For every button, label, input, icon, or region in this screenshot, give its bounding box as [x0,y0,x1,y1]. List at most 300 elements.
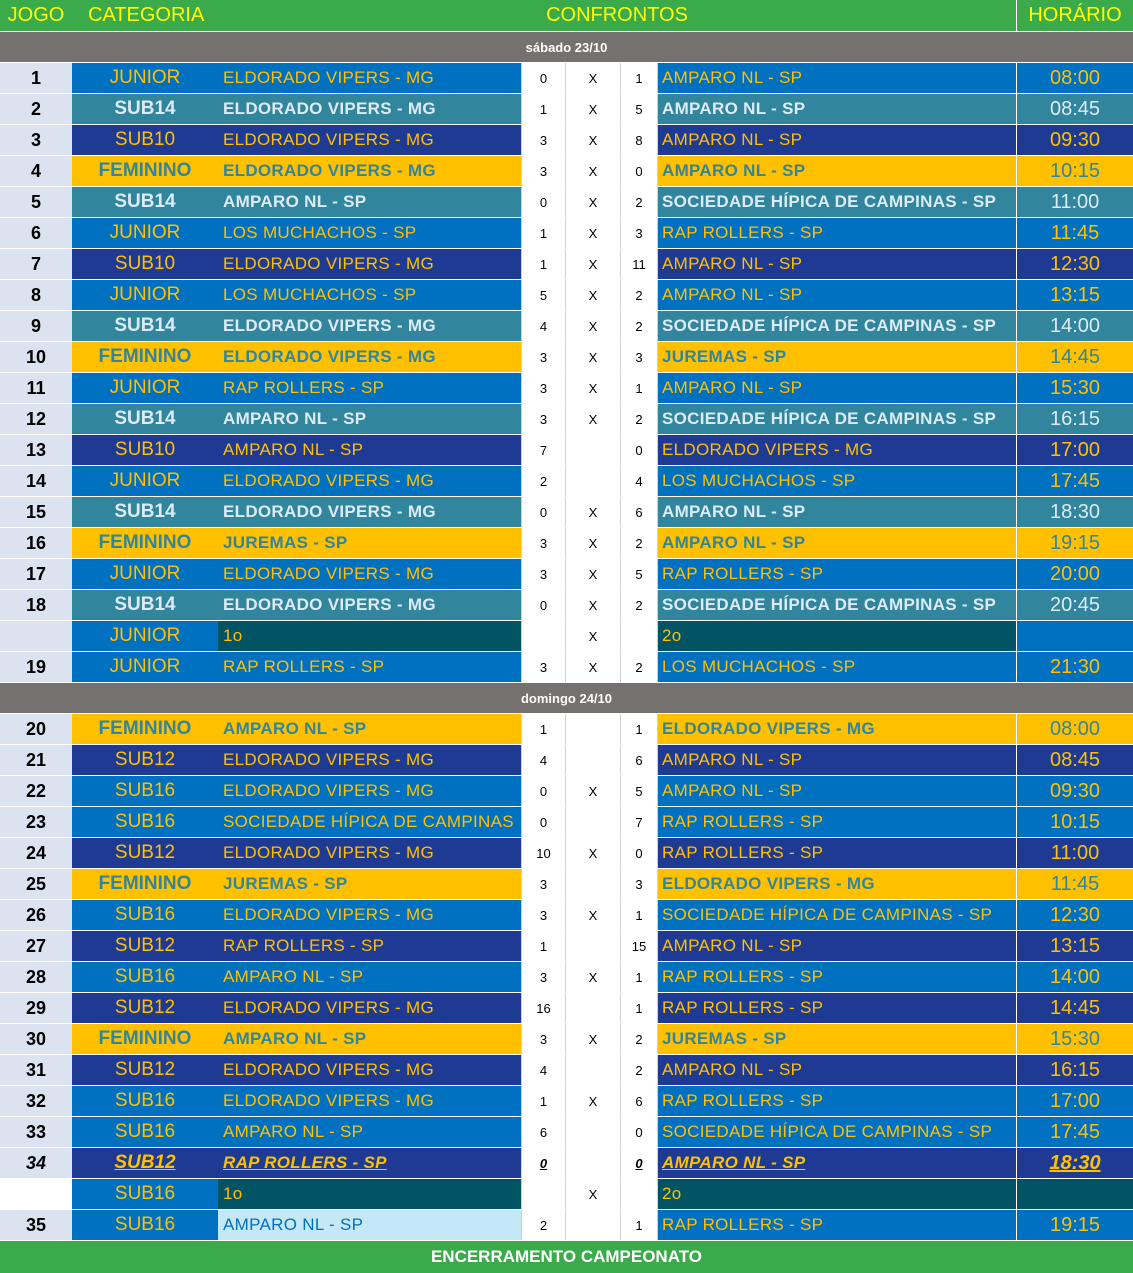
home-score: 3 [521,528,565,558]
home-score: 3 [521,1024,565,1054]
home-team: 1o [218,621,521,651]
home-team: JUREMAS - SP [218,528,521,558]
home-score: 5 [521,280,565,310]
away-score [620,1179,658,1209]
home-score: 1 [521,218,565,248]
game-category: SUB14 [72,497,218,527]
versus-mark [565,993,620,1023]
home-score: 1 [521,249,565,279]
versus-mark: X [565,280,620,310]
game-category: JUNIOR [72,63,218,93]
game-row [0,1117,1133,1148]
game-row [0,1179,1133,1210]
game-row [0,1086,1133,1117]
versus-mark: X [565,776,620,806]
game-category: JUNIOR [72,218,218,248]
away-team: AMPARO NL - SP [658,63,1016,93]
game-time: 17:45 [1016,466,1133,496]
away-score: 0 [620,156,658,186]
game-time: 17:00 [1016,435,1133,465]
home-team: ELDORADO VIPERS - MG [218,342,521,372]
game-row [0,249,1133,280]
home-team: AMPARO NL - SP [218,1210,521,1240]
home-team: ELDORADO VIPERS - MG [218,776,521,806]
game-number: 28 [0,962,72,992]
away-team: ELDORADO VIPERS - MG [658,435,1016,465]
versus-mark: X [565,187,620,217]
game-time: 08:45 [1016,94,1133,124]
game-category: SUB16 [72,776,218,806]
game-category: SUB14 [72,590,218,620]
game-number: 5 [0,187,72,217]
versus-mark [565,1055,620,1085]
home-team: ELDORADO VIPERS - MG [218,63,521,93]
game-row [0,993,1133,1024]
home-score: 4 [521,745,565,775]
versus-mark: X [565,125,620,155]
away-team: RAP ROLLERS - SP [658,1210,1016,1240]
versus-mark [565,466,620,496]
game-row [0,125,1133,156]
away-team: RAP ROLLERS - SP [658,838,1016,868]
away-team: AMPARO NL - SP [658,776,1016,806]
game-row [0,1055,1133,1086]
game-time: 11:00 [1016,187,1133,217]
game-number: 8 [0,280,72,310]
game-row [0,931,1133,962]
game-time: 10:15 [1016,156,1133,186]
game-number: 11 [0,373,72,403]
game-number: 33 [0,1117,72,1147]
away-score: 5 [620,559,658,589]
versus-mark: X [565,404,620,434]
away-team: JUREMAS - SP [658,1024,1016,1054]
game-time: 12:30 [1016,249,1133,279]
home-score: 1 [521,714,565,744]
away-score: 1 [620,63,658,93]
game-number: 7 [0,249,72,279]
home-score: 1 [521,1086,565,1116]
away-team: JUREMAS - SP [658,342,1016,372]
game-number: 22 [0,776,72,806]
game-number: 21 [0,745,72,775]
home-team: ELDORADO VIPERS - MG [218,590,521,620]
game-row [0,776,1133,807]
game-time [1016,621,1133,651]
versus-mark [565,1148,620,1178]
game-row [0,311,1133,342]
home-team: AMPARO NL - SP [218,1024,521,1054]
game-time: 16:15 [1016,1055,1133,1085]
away-score: 5 [620,94,658,124]
away-team: AMPARO NL - SP [658,1148,1016,1178]
game-number: 10 [0,342,72,372]
away-team: RAP ROLLERS - SP [658,559,1016,589]
home-team: AMPARO NL - SP [218,404,521,434]
home-team: AMPARO NL - SP [218,435,521,465]
game-category: SUB10 [72,125,218,155]
versus-mark [565,435,620,465]
versus-mark [565,745,620,775]
game-category: FEMININO [72,714,218,744]
game-time: 20:45 [1016,590,1133,620]
game-category: SUB12 [72,993,218,1023]
game-number: 3 [0,125,72,155]
game-category: JUNIOR [72,280,218,310]
day-header: sábado 23/10 [0,32,1133,63]
game-time: 17:00 [1016,1086,1133,1116]
versus-mark [565,714,620,744]
game-number [0,1179,72,1209]
away-team: ELDORADO VIPERS - MG [658,869,1016,899]
home-score: 1 [521,931,565,961]
game-number: 19 [0,652,72,682]
game-time: 09:30 [1016,776,1133,806]
away-score: 6 [620,497,658,527]
game-row [0,652,1133,683]
home-team: ELDORADO VIPERS - MG [218,125,521,155]
game-time: 08:00 [1016,63,1133,93]
away-team: LOS MUCHACHOS - SP [658,652,1016,682]
game-row [0,1148,1133,1179]
home-score: 3 [521,125,565,155]
header-jogo: JOGO [7,4,65,26]
game-row [0,497,1133,528]
away-team: RAP ROLLERS - SP [658,807,1016,837]
game-row [0,218,1133,249]
game-row [0,63,1133,94]
game-row [0,280,1133,311]
game-time: 11:45 [1016,218,1133,248]
away-score: 2 [620,1024,658,1054]
versus-mark [565,1210,620,1240]
versus-mark: X [565,559,620,589]
game-category: SUB16 [72,1086,218,1116]
game-number: 2 [0,94,72,124]
header-confrontos: CONFRONTOS [546,4,688,26]
game-number: 35 [0,1210,72,1240]
game-time: 14:00 [1016,962,1133,992]
home-score: 10 [521,838,565,868]
away-team: 2o [658,621,1016,651]
home-score: 3 [521,404,565,434]
versus-mark: X [565,962,620,992]
game-row [0,745,1133,776]
home-team: RAP ROLLERS - SP [218,373,521,403]
home-score: 7 [521,435,565,465]
game-category: SUB16 [72,1117,218,1147]
versus-mark: X [565,94,620,124]
game-time [1016,1179,1133,1209]
away-team: RAP ROLLERS - SP [658,1086,1016,1116]
game-time: 10:15 [1016,807,1133,837]
home-score: 0 [521,497,565,527]
home-score: 2 [521,1210,565,1240]
home-score: 2 [521,466,565,496]
away-score [620,621,658,651]
home-score [521,1179,565,1209]
away-team: AMPARO NL - SP [658,1055,1016,1085]
game-row [0,187,1133,218]
away-score: 11 [620,249,658,279]
versus-mark: X [565,497,620,527]
game-category: FEMININO [72,869,218,899]
game-time: 14:45 [1016,993,1133,1023]
game-category: JUNIOR [72,559,218,589]
home-team: ELDORADO VIPERS - MG [218,497,521,527]
home-score: 0 [521,807,565,837]
away-score: 2 [620,590,658,620]
away-score: 2 [620,528,658,558]
game-number: 30 [0,1024,72,1054]
versus-mark: X [565,156,620,186]
home-team: AMPARO NL - SP [218,1117,521,1147]
game-row [0,1024,1133,1055]
game-row [0,1210,1133,1241]
away-score: 4 [620,466,658,496]
game-category: SUB16 [72,807,218,837]
header-categoria: CATEGORIA [88,4,205,26]
home-team: JUREMAS - SP [218,869,521,899]
away-team: RAP ROLLERS - SP [658,993,1016,1023]
home-team: RAP ROLLERS - SP [218,652,521,682]
versus-mark: X [565,838,620,868]
home-score: 6 [521,1117,565,1147]
game-row [0,404,1133,435]
home-score: 4 [521,1055,565,1085]
game-row [0,435,1133,466]
away-score: 2 [620,1055,658,1085]
away-score: 1 [620,900,658,930]
home-team: ELDORADO VIPERS - MG [218,466,521,496]
game-number: 1 [0,63,72,93]
game-time: 13:15 [1016,280,1133,310]
away-score: 6 [620,745,658,775]
away-score: 2 [620,404,658,434]
away-team: SOCIEDADE HÍPICA DE CAMPINAS - SP [658,187,1016,217]
home-team: ELDORADO VIPERS - MG [218,745,521,775]
versus-mark: X [565,342,620,372]
away-team: LOS MUCHACHOS - SP [658,466,1016,496]
game-number: 26 [0,900,72,930]
home-score [521,621,565,651]
away-score: 0 [620,1148,658,1178]
game-category: SUB16 [72,900,218,930]
game-time: 11:00 [1016,838,1133,868]
game-number: 31 [0,1055,72,1085]
day-header: domingo 24/10 [0,683,1133,714]
game-number: 16 [0,528,72,558]
away-score: 0 [620,838,658,868]
game-time: 20:00 [1016,559,1133,589]
home-team: ELDORADO VIPERS - MG [218,249,521,279]
away-score: 2 [620,311,658,341]
away-team: SOCIEDADE HÍPICA DE CAMPINAS - SP [658,404,1016,434]
versus-mark: X [565,1086,620,1116]
versus-mark: X [565,249,620,279]
away-team: AMPARO NL - SP [658,373,1016,403]
away-team: AMPARO NL - SP [658,280,1016,310]
away-team: AMPARO NL - SP [658,528,1016,558]
home-score: 3 [521,559,565,589]
away-score: 2 [620,652,658,682]
game-row [0,962,1133,993]
game-category: SUB14 [72,311,218,341]
game-number: 34 [0,1148,72,1178]
game-time: 17:45 [1016,1117,1133,1147]
game-time: 21:30 [1016,652,1133,682]
game-number: 17 [0,559,72,589]
versus-mark: X [565,1024,620,1054]
versus-mark: X [565,528,620,558]
home-team: SOCIEDADE HÍPICA DE CAMPINAS [218,807,521,837]
game-number: 29 [0,993,72,1023]
home-team: LOS MUCHACHOS - SP [218,218,521,248]
versus-mark: X [565,63,620,93]
home-score: 3 [521,652,565,682]
game-number: 12 [0,404,72,434]
header-row [0,0,1133,32]
home-score: 1 [521,94,565,124]
game-category: SUB14 [72,94,218,124]
away-team: SOCIEDADE HÍPICA DE CAMPINAS - SP [658,1117,1016,1147]
game-time: 08:45 [1016,745,1133,775]
game-category: SUB16 [72,1210,218,1240]
away-score: 2 [620,187,658,217]
game-time: 16:15 [1016,404,1133,434]
away-team: SOCIEDADE HÍPICA DE CAMPINAS - SP [658,311,1016,341]
home-team: RAP ROLLERS - SP [218,931,521,961]
game-number: 6 [0,218,72,248]
header-horario: HORÁRIO [1016,0,1133,31]
footer-banner: ENCERRAMENTO CAMPEONATO [0,1241,1133,1273]
game-time: 09:30 [1016,125,1133,155]
game-number: 27 [0,931,72,961]
game-number: 18 [0,590,72,620]
game-time: 18:30 [1016,497,1133,527]
game-category: FEMININO [72,528,218,558]
game-row [0,94,1133,125]
home-team: AMPARO NL - SP [218,187,521,217]
home-team: RAP ROLLERS - SP [218,1148,521,1178]
versus-mark: X [565,311,620,341]
game-time: 11:45 [1016,869,1133,899]
away-score: 7 [620,807,658,837]
versus-mark: X [565,652,620,682]
game-category: SUB10 [72,249,218,279]
away-team: AMPARO NL - SP [658,156,1016,186]
away-score: 1 [620,993,658,1023]
game-category: SUB14 [72,404,218,434]
game-number: 32 [0,1086,72,1116]
game-category: JUNIOR [72,466,218,496]
game-time: 08:00 [1016,714,1133,744]
away-score: 1 [620,714,658,744]
game-row [0,869,1133,900]
away-score: 0 [620,435,658,465]
game-row [0,559,1133,590]
home-team: ELDORADO VIPERS - MG [218,559,521,589]
game-number: 14 [0,466,72,496]
away-team: 2o [658,1179,1016,1209]
game-row [0,466,1133,497]
game-category: SUB10 [72,435,218,465]
game-category: FEMININO [72,1024,218,1054]
home-team: ELDORADO VIPERS - MG [218,993,521,1023]
home-team: ELDORADO VIPERS - MG [218,1086,521,1116]
game-time: 13:15 [1016,931,1133,961]
away-team: SOCIEDADE HÍPICA DE CAMPINAS - SP [658,900,1016,930]
away-team: AMPARO NL - SP [658,745,1016,775]
game-time: 19:15 [1016,1210,1133,1240]
versus-mark: X [565,373,620,403]
game-row [0,528,1133,559]
game-row [0,900,1133,931]
home-score: 0 [521,187,565,217]
home-score: 0 [521,590,565,620]
game-category: SUB12 [72,838,218,868]
away-team: AMPARO NL - SP [658,497,1016,527]
game-category: FEMININO [72,342,218,372]
game-number: 9 [0,311,72,341]
away-score: 1 [620,962,658,992]
game-number: 23 [0,807,72,837]
game-number: 24 [0,838,72,868]
away-team: AMPARO NL - SP [658,94,1016,124]
game-number: 25 [0,869,72,899]
home-team: ELDORADO VIPERS - MG [218,900,521,930]
away-team: AMPARO NL - SP [658,931,1016,961]
home-score: 4 [521,311,565,341]
away-team: ELDORADO VIPERS - MG [658,714,1016,744]
away-team: RAP ROLLERS - SP [658,218,1016,248]
home-score: 16 [521,993,565,1023]
home-team: ELDORADO VIPERS - MG [218,1055,521,1085]
away-score: 2 [620,280,658,310]
game-number [0,621,72,651]
game-category: SUB12 [72,931,218,961]
away-score: 5 [620,776,658,806]
game-row [0,621,1133,652]
game-category: JUNIOR [72,652,218,682]
away-score: 3 [620,342,658,372]
away-score: 0 [620,1117,658,1147]
home-score: 0 [521,1148,565,1178]
game-category: SUB12 [72,1148,218,1178]
home-team: AMPARO NL - SP [218,714,521,744]
game-category: SUB16 [72,1179,218,1209]
game-category: JUNIOR [72,621,218,651]
away-score: 15 [620,931,658,961]
game-row [0,342,1133,373]
home-team: ELDORADO VIPERS - MG [218,311,521,341]
home-team: ELDORADO VIPERS - MG [218,838,521,868]
game-time: 12:30 [1016,900,1133,930]
versus-mark [565,807,620,837]
game-number: 20 [0,714,72,744]
away-score: 6 [620,1086,658,1116]
away-score: 3 [620,869,658,899]
game-row [0,373,1133,404]
game-time: 14:00 [1016,311,1133,341]
game-category: SUB16 [72,962,218,992]
versus-mark: X [565,900,620,930]
game-row [0,714,1133,745]
home-score: 3 [521,869,565,899]
home-team: LOS MUCHACHOS - SP [218,280,521,310]
game-category: FEMININO [72,156,218,186]
game-number: 13 [0,435,72,465]
